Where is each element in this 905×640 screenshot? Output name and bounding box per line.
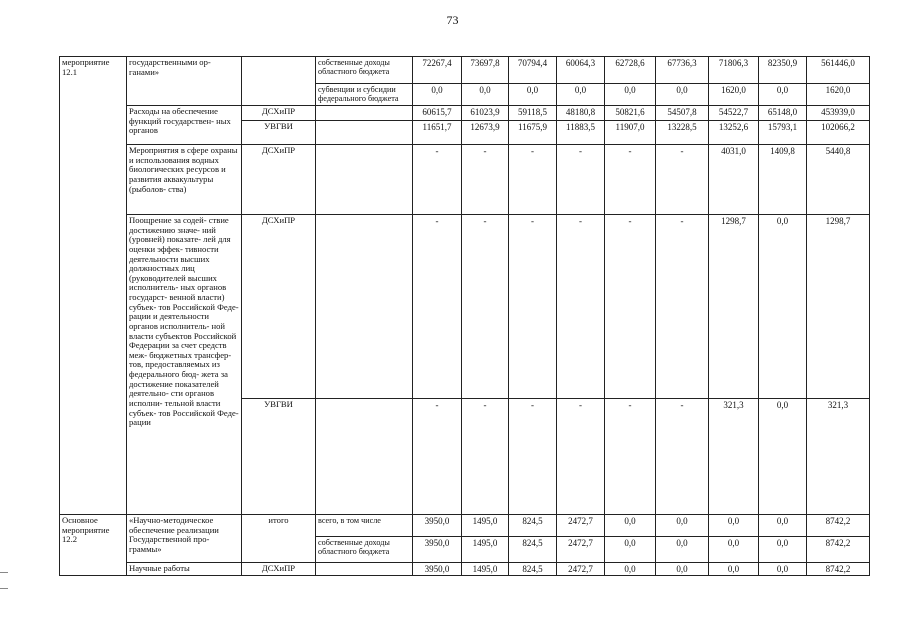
value-cell: - xyxy=(605,215,656,399)
value-cell: 1495,0 xyxy=(462,537,509,563)
funding-source-cell xyxy=(316,399,413,515)
funding-source-cell: всего, в том числе xyxy=(316,515,413,537)
responsible-cell xyxy=(242,57,316,106)
value-cell: 0,0 xyxy=(709,563,759,576)
value-cell: 0,0 xyxy=(656,515,709,537)
value-cell: 73697,8 xyxy=(462,57,509,84)
activity-name-cell: Расходы на обеспечение функций государствен- ных органов xyxy=(127,106,242,145)
value-cell: 59118,5 xyxy=(509,106,557,121)
responsible-cell: УВГВИ xyxy=(242,121,316,145)
value-cell: 0,0 xyxy=(759,84,807,106)
activity-name-cell: государственными ор- ганами» xyxy=(127,57,242,106)
value-cell: 0,0 xyxy=(462,84,509,106)
table-row xyxy=(60,215,870,399)
value-cell: 15793,1 xyxy=(759,121,807,145)
total-cell: 1620,0 xyxy=(807,84,870,106)
funding-source-cell: собственные доходы областного бюджета xyxy=(316,537,413,563)
value-cell: 0,0 xyxy=(605,515,656,537)
value-cell: - xyxy=(413,215,462,399)
value-cell: 0,0 xyxy=(709,515,759,537)
margin-mark xyxy=(0,572,8,573)
value-cell: - xyxy=(509,399,557,515)
value-cell: 1298,7 xyxy=(709,215,759,399)
value-cell: 12673,9 xyxy=(462,121,509,145)
value-cell: - xyxy=(557,215,605,399)
value-cell: - xyxy=(656,145,709,215)
value-cell: 72267,4 xyxy=(413,57,462,84)
value-cell: 54522,7 xyxy=(709,106,759,121)
value-cell: 0,0 xyxy=(759,537,807,563)
value-cell: 824,5 xyxy=(509,515,557,537)
value-cell: - xyxy=(557,399,605,515)
total-cell: 8742,2 xyxy=(807,515,870,537)
value-cell: 1409,8 xyxy=(759,145,807,215)
value-cell: 65148,0 xyxy=(759,106,807,121)
responsible-cell: итого xyxy=(242,515,316,563)
responsible-cell: ДСХиПР xyxy=(242,145,316,215)
funding-source-cell xyxy=(316,145,413,215)
value-cell: 60064,3 xyxy=(557,57,605,84)
value-cell: 11651,7 xyxy=(413,121,462,145)
value-cell: 0,0 xyxy=(759,515,807,537)
value-cell: 54507,8 xyxy=(656,106,709,121)
value-cell: 67736,3 xyxy=(656,57,709,84)
table-row xyxy=(60,515,870,537)
value-cell: - xyxy=(462,399,509,515)
value-cell: 48180,8 xyxy=(557,106,605,121)
value-cell: 71806,3 xyxy=(709,57,759,84)
value-cell: 60615,7 xyxy=(413,106,462,121)
value-cell: 61023,9 xyxy=(462,106,509,121)
value-cell: - xyxy=(462,145,509,215)
responsible-cell: ДСХиПР xyxy=(242,563,316,576)
total-cell: 5440,8 xyxy=(807,145,870,215)
value-cell: 82350,9 xyxy=(759,57,807,84)
value-cell: 3950,0 xyxy=(413,563,462,576)
table-row xyxy=(60,145,870,215)
table-row xyxy=(60,106,870,121)
value-cell: 50821,6 xyxy=(605,106,656,121)
responsible-cell: УВГВИ xyxy=(242,399,316,515)
value-cell: 0,0 xyxy=(709,537,759,563)
activity-name-cell: «Научно-методическое обеспечение реализации Государственной про- граммы» xyxy=(127,515,242,563)
total-cell: 8742,2 xyxy=(807,537,870,563)
funding-source-cell xyxy=(316,215,413,399)
value-cell: - xyxy=(413,399,462,515)
total-cell: 102066,2 xyxy=(807,121,870,145)
margin-mark xyxy=(0,588,8,589)
value-cell: 3950,0 xyxy=(413,515,462,537)
value-cell: 0,0 xyxy=(605,537,656,563)
value-cell: 11675,9 xyxy=(509,121,557,145)
value-cell: - xyxy=(656,215,709,399)
category-cell: Основное мероприятие 12.2 xyxy=(60,515,127,576)
value-cell: 0,0 xyxy=(557,84,605,106)
value-cell: - xyxy=(605,145,656,215)
total-cell: 8742,2 xyxy=(807,563,870,576)
total-cell: 453939,0 xyxy=(807,106,870,121)
value-cell: 1495,0 xyxy=(462,515,509,537)
funding-source-cell: субвенции и субсидии федерального бюджета xyxy=(316,84,413,106)
value-cell: 11883,5 xyxy=(557,121,605,145)
value-cell: 70794,4 xyxy=(509,57,557,84)
value-cell: 0,0 xyxy=(413,84,462,106)
value-cell: 3950,0 xyxy=(413,537,462,563)
total-cell: 561446,0 xyxy=(807,57,870,84)
value-cell: 13252,6 xyxy=(709,121,759,145)
value-cell: 1495,0 xyxy=(462,563,509,576)
value-cell: 11907,0 xyxy=(605,121,656,145)
responsible-cell: ДСХиПР xyxy=(242,106,316,121)
value-cell: 0,0 xyxy=(759,563,807,576)
value-cell: 0,0 xyxy=(759,215,807,399)
value-cell: 0,0 xyxy=(759,399,807,515)
page-number: 73 xyxy=(446,13,459,27)
value-cell: - xyxy=(656,399,709,515)
value-cell: - xyxy=(413,145,462,215)
table-row xyxy=(60,563,870,576)
funding-source-cell xyxy=(316,121,413,145)
value-cell: 13228,5 xyxy=(656,121,709,145)
value-cell: 321,3 xyxy=(709,399,759,515)
value-cell: 2472,7 xyxy=(557,515,605,537)
value-cell: - xyxy=(605,399,656,515)
value-cell: 62728,6 xyxy=(605,57,656,84)
value-cell: 0,0 xyxy=(656,563,709,576)
category-cell: мероприятие 12.1 xyxy=(60,57,127,515)
funding-source-cell xyxy=(316,106,413,121)
value-cell: - xyxy=(509,215,557,399)
value-cell: 4031,0 xyxy=(709,145,759,215)
value-cell: 824,5 xyxy=(509,537,557,563)
funding-source-cell xyxy=(316,563,413,576)
value-cell: - xyxy=(557,145,605,215)
total-cell: 1298,7 xyxy=(807,215,870,399)
total-cell: 321,3 xyxy=(807,399,870,515)
value-cell: 0,0 xyxy=(656,537,709,563)
responsible-cell: ДСХиПР xyxy=(242,215,316,399)
activity-name-cell: Мероприятия в сфере охраны и использования водных биологических ресурсов и развития аквакультуры (рыболов- ства) xyxy=(127,145,242,215)
budget-table xyxy=(59,56,870,576)
value-cell: 0,0 xyxy=(509,84,557,106)
funding-source-cell: собственные доходы областного бюджета xyxy=(316,57,413,84)
value-cell: 0,0 xyxy=(605,563,656,576)
activity-name-cell: Научные работы xyxy=(127,563,242,576)
value-cell: - xyxy=(462,215,509,399)
value-cell: 2472,7 xyxy=(557,563,605,576)
value-cell: 0,0 xyxy=(605,84,656,106)
table-row xyxy=(60,57,870,84)
value-cell: 824,5 xyxy=(509,563,557,576)
activity-name-cell: Поощрение за содей- ствие достижению значе- ний (уровней) показате- лей для оценки эффек- тивности деятельности высших должностных лиц (руководителей высших исполнитель- ных органов государст- венной власти) субъек- тов Российской Феде- рации и деятельности органов исполнитель- ной власти субъектов Российской Федерации за счет средств меж- бюджетных трансфер- тов, предоставляемых из федерального бюд- жета за достижение показателей деятельно- сти органов исполни- тельной власти субъек- тов Российской Феде- рации xyxy=(127,215,242,515)
value-cell: 2472,7 xyxy=(557,537,605,563)
value-cell: 0,0 xyxy=(656,84,709,106)
value-cell: - xyxy=(509,145,557,215)
value-cell: 1620,0 xyxy=(709,84,759,106)
